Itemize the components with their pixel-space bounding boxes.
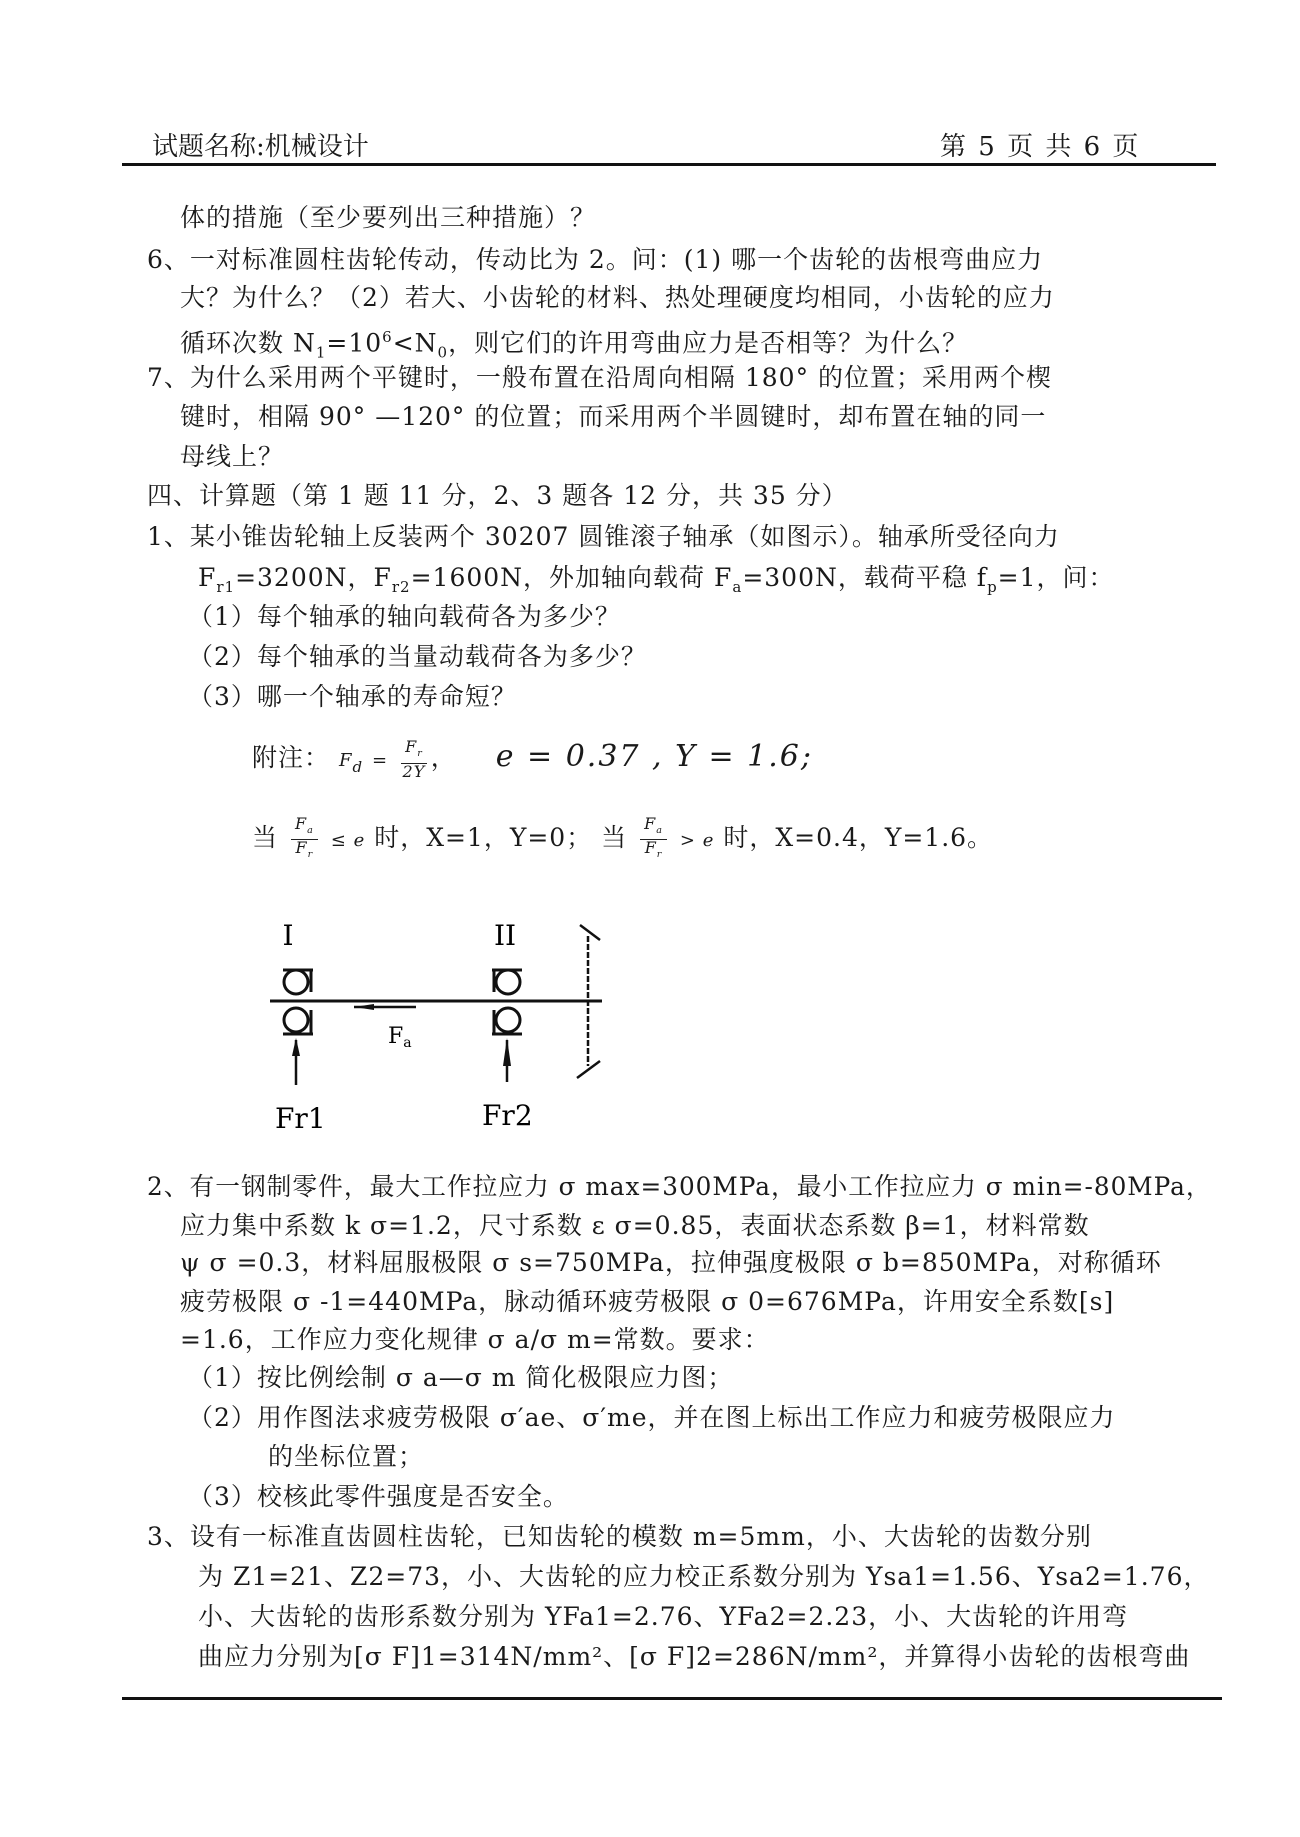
frac-sub: r bbox=[656, 849, 663, 861]
page-indicator: 第 5 页 共 6 页 bbox=[940, 132, 1141, 162]
q6-text: =10 bbox=[326, 328, 383, 358]
q1-line1: 1、某小锥齿轮轴上反装两个 30207 圆锥滚子轴承（如图示）。轴承所受径向力 bbox=[147, 522, 1060, 551]
q1-note bbox=[252, 737, 813, 787]
q7-line3: 母线上？ bbox=[180, 442, 285, 471]
load-text: =1600N，外加轴向载荷 F bbox=[410, 563, 733, 592]
load-sub: p bbox=[987, 578, 998, 596]
condition-text: 时，X=1，Y=0； bbox=[374, 823, 593, 853]
radial-force-2-arrow bbox=[503, 1038, 511, 1082]
q2-line4: 疲劳极限 σ -1=440MPa，脉动循环疲劳极限 σ 0=676MPa，许用安全系数[s] bbox=[180, 1287, 1115, 1316]
load-text: =3200N， bbox=[235, 563, 374, 592]
load-text: F bbox=[198, 563, 217, 592]
note-comma: ， bbox=[430, 743, 457, 772]
q2-line3: ψ σ =0.3，材料屈服极限 σ s=750MPa，拉伸强度极限 σ b=850MPa，对称循环 bbox=[180, 1248, 1162, 1277]
footer-rule bbox=[122, 1697, 1222, 1700]
frac-num: F bbox=[405, 737, 418, 757]
bearing1-upper bbox=[283, 970, 313, 994]
radial-force-2-label: Fr2 bbox=[482, 1099, 533, 1132]
frac-sub: a bbox=[656, 825, 663, 837]
condition-relation: > e bbox=[679, 830, 715, 852]
bearing1-label: I bbox=[282, 919, 294, 952]
fd-sub: d bbox=[352, 758, 364, 776]
axial-force-arrow bbox=[354, 1004, 416, 1010]
load-text: =1，问： bbox=[997, 563, 1115, 592]
q1-sub3: （3）哪一个轴承的寿命短？ bbox=[188, 682, 517, 711]
q1-condition bbox=[252, 816, 993, 863]
q7-line2: 键时，相隔 90° —120° 的位置；而采用两个半圆键时，却布置在轴的同一 bbox=[180, 402, 1047, 431]
q7-line1: 7、为什么采用两个平键时，一般布置在沿周向相隔 180° 的位置；采用两个楔 bbox=[147, 363, 1053, 392]
load-sub: r1 bbox=[216, 578, 236, 596]
equals-sign: = bbox=[372, 750, 389, 771]
condition-text: 时，X=0.4，Y=1.6。 bbox=[723, 823, 994, 853]
q6-text: <N bbox=[392, 328, 438, 358]
load-text: =300N，载荷平稳 f bbox=[742, 563, 988, 592]
q1-sub1: （1）每个轴承的轴向载荷各为多少？ bbox=[188, 602, 621, 631]
q6-sub: 0 bbox=[437, 343, 449, 362]
bearing2-upper bbox=[492, 970, 522, 994]
q1-sub2: （2）每个轴承的当量动载荷各为多少？ bbox=[188, 642, 647, 671]
q2-sub2-cont: 的坐标位置； bbox=[268, 1442, 425, 1471]
frac-den: F bbox=[295, 838, 308, 858]
load-sub: a bbox=[732, 578, 743, 596]
q2-sub2: （2）用作图法求疲劳极限 σ′ae、σ′me，并在图上标出工作应力和疲劳极限应力 bbox=[188, 1403, 1116, 1432]
frac-sub: r bbox=[417, 748, 423, 760]
q3-line2: 为 Z1=21、Z2=73，小、大齿轮的应力校正系数分别为 Ysa1=1.56、Ysa2=1.76， bbox=[198, 1562, 1210, 1591]
load-text: F bbox=[373, 563, 392, 592]
frac-num: F bbox=[294, 814, 308, 833]
axial-force-sub: a bbox=[403, 1035, 412, 1051]
q6-text: 循环次数 N bbox=[180, 328, 316, 358]
axial-force-symbol: F bbox=[388, 1024, 404, 1049]
load-sub: r2 bbox=[391, 578, 411, 596]
bearing2-label: II bbox=[493, 919, 517, 952]
condition-text: 当 bbox=[601, 823, 628, 853]
axial-force-label bbox=[388, 1024, 412, 1051]
frac-num: F bbox=[644, 814, 657, 833]
q1-loads bbox=[198, 563, 1115, 602]
q2-sub1: （1）按比例绘制 σ a—σ m 简化极限应力图； bbox=[188, 1363, 734, 1392]
fa-fr-fraction bbox=[640, 816, 667, 863]
q2-sub3: （3）校核此零件强度是否安全。 bbox=[188, 1482, 569, 1511]
fd-fraction bbox=[401, 739, 427, 779]
q3-line1: 3、设有一标准直齿圆柱齿轮，已知齿轮的模数 m=5mm，小、大齿轮的齿数分别 bbox=[147, 1522, 1092, 1551]
radial-force-1-label: Fr1 bbox=[275, 1102, 326, 1135]
q5-continuation: 体的措施（至少要列出三种措施）？ bbox=[180, 203, 597, 232]
q2-line1: 2、有一钢制零件，最大工作拉应力 σ max=300MPa，最小工作拉应力 σ min=-80MPa， bbox=[147, 1172, 1212, 1201]
fa-fr-fraction bbox=[291, 816, 318, 863]
q2-line5: =1.6，工作应力变化规律 σ a/σ m=常数。要求： bbox=[180, 1325, 770, 1354]
fd-symbol: F bbox=[338, 750, 353, 771]
q6-line1: 6、一对标准圆柱齿轮传动，传动比为 2。问：(1) 哪一个齿轮的齿根弯曲应力 bbox=[147, 245, 1044, 274]
note-label: 附注： bbox=[252, 743, 331, 772]
q2-line2: 应力集中系数 k σ=1.2，尺寸系数 ε σ=0.85，表面状态系数 β=1，材料常数 bbox=[180, 1211, 1090, 1240]
condition-text: 当 bbox=[252, 823, 279, 853]
section4-heading: 四、计算题（第 1 题 11 分，2、3 题各 12 分，共 35 分） bbox=[147, 481, 848, 510]
bearing1-lower bbox=[283, 1008, 313, 1034]
q6-sup: 6 bbox=[382, 328, 393, 346]
q6-sub: 1 bbox=[315, 343, 327, 362]
note-params: e = 0.37 , Y = 1.6; bbox=[495, 739, 813, 774]
frac-den: 2Y bbox=[402, 761, 426, 781]
q6-text: ，则它们的许用弯曲应力是否相等？为什么？ bbox=[448, 328, 969, 358]
frac-den: F bbox=[644, 838, 657, 858]
q6-line2: 大？为什么？（2）若大、小齿轮的材料、热处理硬度均相同，小齿轮的应力 bbox=[180, 283, 1055, 312]
q3-line3: 小、大齿轮的齿形系数分别为 YFa1=2.76、YFa2=2.23，小、大齿轮的许用弯 bbox=[198, 1602, 1129, 1631]
radial-force-1-arrow bbox=[292, 1038, 300, 1085]
header-rule bbox=[122, 163, 1216, 166]
q3-line4: 曲应力分别为[σ F]1=314N/mm²、[σ F]2=286N/mm²，并算得小齿轮的齿根弯曲 bbox=[198, 1642, 1191, 1671]
bearing-diagram bbox=[250, 900, 650, 1160]
q6-line3 bbox=[180, 322, 968, 367]
bearing2-lower bbox=[492, 1008, 522, 1034]
condition-relation: ≤ e bbox=[330, 830, 366, 852]
frac-sub: r bbox=[307, 849, 314, 861]
exam-title: 试题名称:机械设计 bbox=[152, 132, 369, 162]
frac-sub: a bbox=[307, 825, 314, 837]
